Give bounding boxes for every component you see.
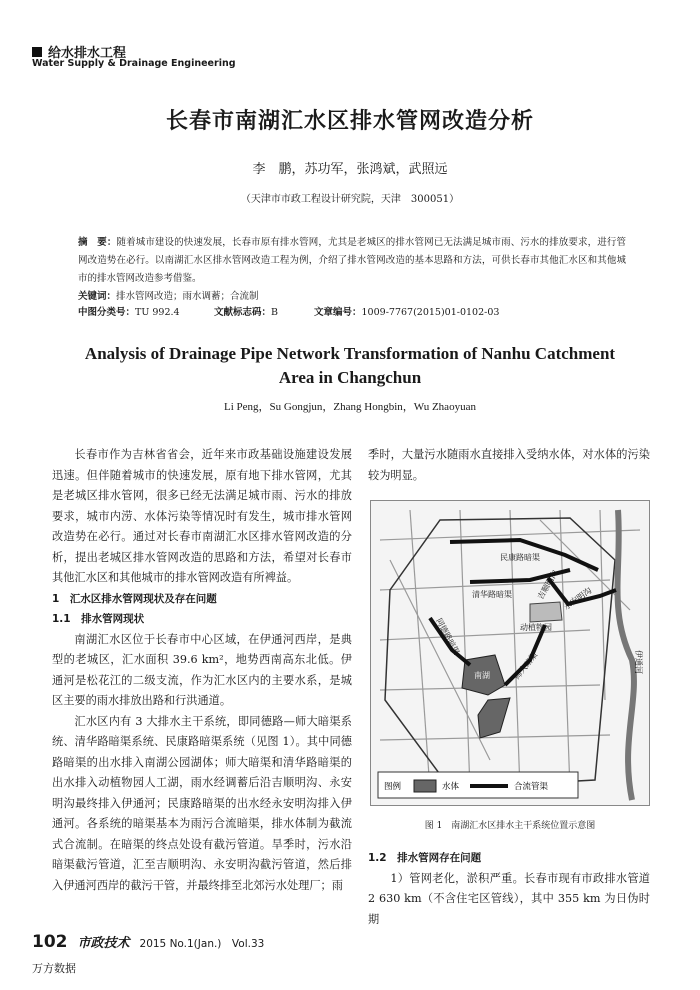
intro-paragraph: 长春市作为吉林省省会，近年来市政基础设施建设发展迅速。但伴随着城市的快速发展，原有地下排水管网，尤其是老城区排水管网，很多已经无法满足城市雨、污水的排放要求，城市内涝、水体污染等情况时有发生，城市排水管网改造势在必行。通过对长春市南湖汇水区排水管网改造的分析，提出老城区排水管网改造的思路和方法，希望对长春市其他汇水区和其他城市的排水管网改造有所裨益。 xyxy=(52,448,352,584)
label-nanhu: 南湖 xyxy=(474,671,490,680)
label-qinghua: 清华路暗渠 xyxy=(472,590,512,599)
label-minkang: 民康路暗渠 xyxy=(500,553,540,562)
legend-title: 图例 xyxy=(384,782,402,792)
catchment-map-svg xyxy=(370,500,650,806)
issue-info: 2015 No.1(Jan.) Vol.33 xyxy=(139,938,265,950)
figure-caption: 图 1 南湖汇水区排水主干系统位置示意图 xyxy=(424,821,596,831)
abstract-text: 随着城市建设的快速发展，长春市原有排水管网，尤其是老城区的排水管网已无法满足城市雨、污水的排放要求，进行管网改造势在必行。以南湖汇水区排水管网改造工程为例，介绍了排水管网改造的基本思路和方法，可供长春市其他汇水区和其他城市的排水管网改造参考借鉴。 xyxy=(78,237,626,284)
paragraph-problems: 1）管网老化，淤积严重。长春市现有市政排水管道 2 630 km（不含住宅区管线），其中 355 km 为日伪时期 xyxy=(368,871,650,926)
legend-water-swatch xyxy=(414,780,436,792)
abstract-block xyxy=(78,234,626,306)
authors-en: Li Peng，Su Gongjun，Zhang Hongbin，Wu Zhaoyuan xyxy=(224,401,476,413)
label-yongan: 永安明沟 xyxy=(561,585,594,612)
zoo-lake xyxy=(530,602,562,622)
legend-water: 水体 xyxy=(442,782,460,792)
square-bullet-icon xyxy=(32,47,42,57)
figure-map xyxy=(370,500,650,806)
source-watermark: 万方数据 xyxy=(32,962,76,975)
body-right-column-top xyxy=(368,445,650,486)
page-number: 102 xyxy=(32,932,68,952)
section-title-en: Water Supply & Drainage Engineering xyxy=(32,58,236,69)
paragraph-systems: 汇水区内有 3 大排水主干系统，即同德路—师大暗渠系统、清华路暗渠系统、民康路暗渠系统（见图 1）。其中同德路暗渠的出水排入南湖公园湖体；师大暗渠和清华路暗渠的出水排入动植物园人工湖，雨水经调蓄后沿吉顺明沟、永安明沟最终排入伊通河；民康路暗渠的出水经永安明沟排入伊通河。各系统的暗渠基本为雨污合流暗渠，排水体制为截流式合流制。在暗渠的终点处设有截污管道。旱季时，污水沿暗渠截污管道，汇至吉顺明沟、永安明沟截污管道，然后排入伊通河西岸的截污干管，并最终排至北郊污水处理厂；雨 xyxy=(52,714,352,892)
affiliation-cn: （天津市市政工程设计研究院，天津 300051） xyxy=(240,194,460,205)
doc-code-value: B xyxy=(271,307,278,318)
article-no-value: 1009-7767(2015)01-0102-03 xyxy=(361,307,500,318)
clc-label: 中图分类号： xyxy=(78,307,136,318)
journal-name: 市政技术 xyxy=(77,936,130,951)
body-left-column xyxy=(52,445,352,896)
paragraph-continued: 季时，大量污水随雨水直接排入受纳水体，对水体的污染较为明显。 xyxy=(368,448,650,482)
keywords-text: 排水管网改造；雨水调蓄；合流制 xyxy=(116,291,259,302)
abstract xyxy=(78,234,626,288)
map-legend xyxy=(378,772,578,798)
classification-row xyxy=(78,304,499,318)
article-title-en: Analysis of Drainage Pipe Network Transformation of Nanhu Catchment Area in Changchun xyxy=(84,344,616,387)
legend-pipe: 合流管渠 xyxy=(514,782,549,792)
section-heading-1-2: 1.2 排水管网存在问题 xyxy=(368,852,482,864)
clc-value: TU 992.4 xyxy=(135,307,180,318)
keywords-label: 关键词： xyxy=(78,291,117,302)
section-heading-1: 1 汇水区排水管网现状及存在问题 xyxy=(52,592,217,605)
label-tongde: 同德路暗渠 xyxy=(434,616,461,657)
label-yitong: 伊通河 xyxy=(634,650,643,674)
section-heading-1-1: 1.1 排水管网现状 xyxy=(52,613,145,625)
abstract-label: 摘 要： xyxy=(78,237,117,248)
paragraph-catchment: 南湖汇水区位于长春市中心区域，在伊通河西岸，是典型的老城区，汇水面积 39.6 km²，地势西南高东北低。伊通河是松花江的二级支流，作为汇水区内的主要水系，是城区主要的雨水排放出路和行洪通道。 xyxy=(52,632,352,707)
label-shida: 师大暗渠 xyxy=(512,650,540,682)
label-jishun: 吉顺明沟 xyxy=(535,568,560,601)
body-right-column-bottom xyxy=(368,848,650,930)
article-title-cn: 长春市南湖汇水区排水管网改造分析 xyxy=(165,109,534,134)
article-no-label: 文章编号： xyxy=(314,307,362,318)
authors-cn: 李 鹏，苏功军，张鸿斌，武照远 xyxy=(252,162,448,177)
section-title-cn: 给水排水工程 xyxy=(48,46,127,61)
page-footer xyxy=(32,932,264,952)
label-zoo: 动植物园 xyxy=(520,623,552,632)
doc-code-label: 文献标志码： xyxy=(214,307,272,318)
